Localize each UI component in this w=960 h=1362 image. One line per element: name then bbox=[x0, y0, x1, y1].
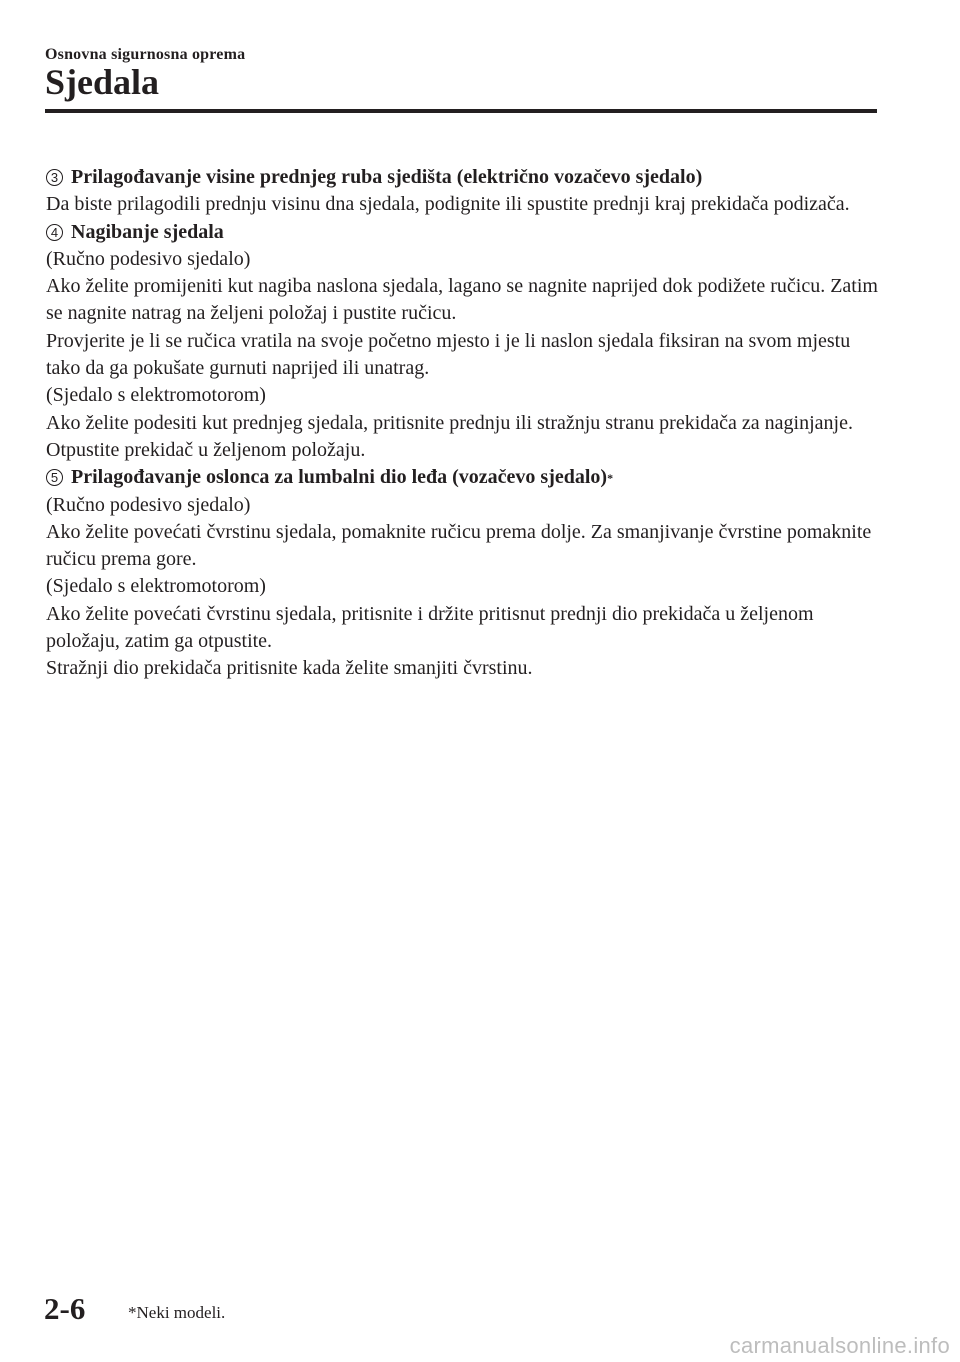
circled-number-3-icon: 3 bbox=[46, 169, 63, 186]
page-content bbox=[46, 164, 886, 683]
circled-number-4-icon: 4 bbox=[46, 224, 63, 241]
paragraph: Ako želite povećati čvrstinu sjedala, pomaknite ručicu prema dolje. Za smanjivanje čvrstine pomaknite ručicu prema gore. bbox=[46, 520, 872, 571]
section-label: Osnovna sigurnosna oprema bbox=[45, 46, 246, 63]
heading-text: Prilagođavanje visine prednjeg ruba sjedišta (električno vozačevo sjedalo) bbox=[71, 166, 703, 188]
circled-number-5-icon: 5 bbox=[46, 469, 63, 486]
paragraph: Ako želite povećati čvrstinu sjedala, pritisnite i držite pritisnut prednji dio prekidača u željenom položaju, zatim ga otpustite. bbox=[46, 602, 814, 653]
heading-text: Prilagođavanje oslonca za lumbalni dio leđa (vozačevo sjedalo) bbox=[71, 466, 608, 489]
page-number: 2-6 bbox=[44, 1291, 86, 1326]
paragraph: Da biste prilagodili prednju visinu dna sjedala, podignite ili spustite prednji kraj prekidača podizača. bbox=[46, 193, 850, 216]
watermark: carmanualsonline.info bbox=[729, 1333, 950, 1358]
section-reclining bbox=[46, 219, 886, 465]
heading-text: Nagibanje sjedala bbox=[71, 220, 224, 243]
title-divider bbox=[45, 109, 877, 113]
page-title: Sjedala bbox=[45, 62, 160, 102]
section-front-height bbox=[46, 164, 886, 219]
paragraph: Ako želite promijeniti kut nagiba naslona sjedala, lagano se nagnite naprijed dok podižete ručicu. Zatim se nagnite natrag na željeni položaj i pustite ručicu. bbox=[46, 275, 878, 325]
paragraph: Provjerite je li se ručica vratila na svoje početno mjesto i je li naslon sjedala fiksiran na svom mjestu tako da ga pokušate gurnuti naprijed ili unatrag. bbox=[46, 329, 851, 380]
paragraph: Ako želite podesiti kut prednjeg sjedala, pritisnite prednju ili stražnju stranu prekidača za naginjanje. Otpustite prekidač u željenom položaju. bbox=[46, 411, 853, 461]
paragraph: (Sjedalo s elektromotorom) bbox=[46, 384, 266, 407]
section-lumbar bbox=[46, 464, 886, 682]
paragraph: (Ručno podesivo sjedalo) bbox=[46, 247, 251, 270]
section-heading bbox=[46, 219, 886, 246]
section-heading bbox=[46, 164, 886, 191]
paragraph: (Ručno podesivo sjedalo) bbox=[46, 493, 251, 516]
paragraph: (Sjedalo s elektromotorom) bbox=[46, 575, 266, 598]
footnote: *Neki modeli. bbox=[128, 1303, 226, 1322]
section-heading: 5 Prilagođavanje oslonca za lumbalni dio leđa (vozačevo sjedalo) * bbox=[46, 464, 886, 491]
paragraph: Stražnji dio prekidača pritisnite kada želite smanjiti čvrstinu. bbox=[46, 657, 533, 680]
